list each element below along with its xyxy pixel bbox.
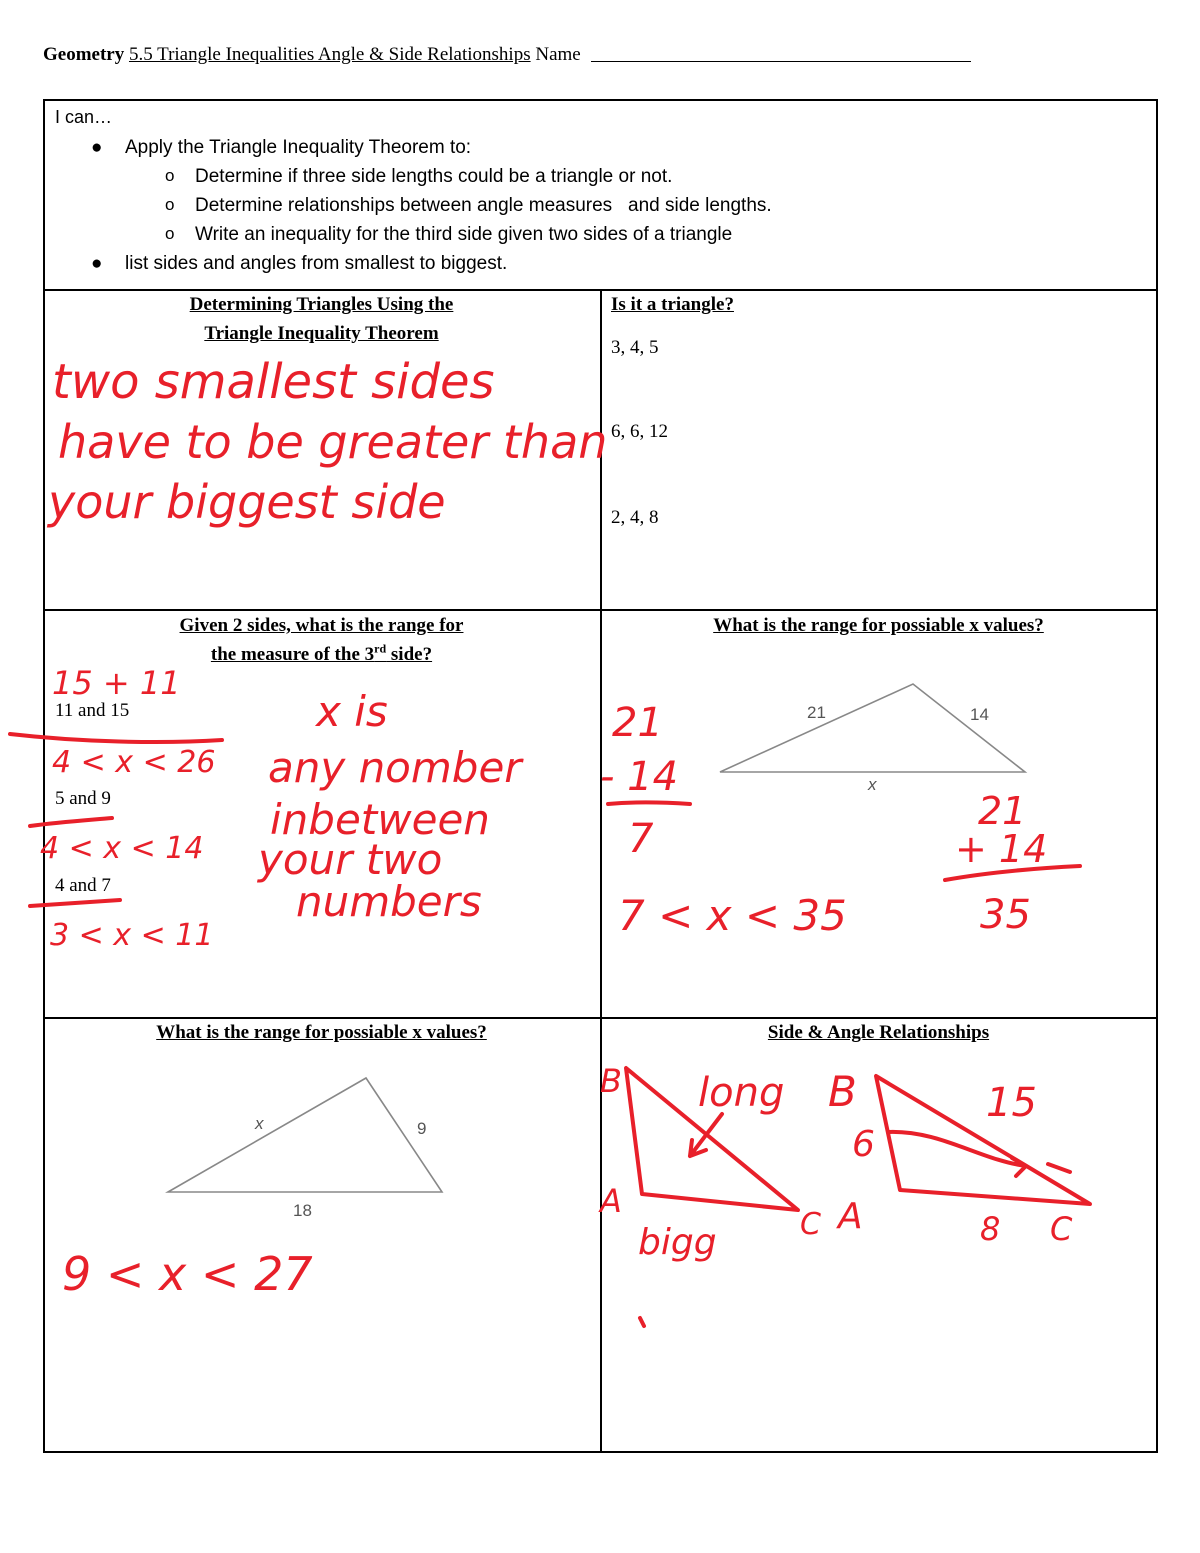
objective-subitem: o Determine relationships between angle measures and side lengths. [165,195,772,216]
handwriting-text: inbetween [270,795,490,844]
column-divider [600,291,602,1451]
worksheet-grid [43,289,1158,1453]
topic-title: 5.5 Triangle Inequalities Angle & Side Relationships [128,44,531,65]
handwriting-text: + 14 [955,827,1048,871]
is-triangle-title: Is it a triangle? [611,294,734,315]
handwriting-text: 15 [986,1080,1037,1126]
range-title-left: What is the range for possiable x values? [156,1022,487,1043]
handwriting-text: numbers [296,877,482,926]
side-set: 2, 4, 8 [611,507,659,528]
side-pair: 4 and 7 [55,875,111,896]
side-label: x [868,775,877,790]
handwriting-text: any nomber [268,743,522,792]
handwriting-text: 21 [612,700,663,746]
handwriting-text: long [698,1070,785,1116]
circle-bullet-icon: o [165,195,175,214]
vertex-label: C [800,1207,821,1242]
handwriting-text: 3 < x < 11 [50,918,214,953]
triangle-shape [720,684,1025,772]
name-field[interactable] [591,45,971,62]
handwriting-text: your two [258,835,443,884]
side-set: 3, 4, 5 [611,337,659,358]
objectives-intro: I can… [55,107,113,127]
handwriting-text: - 14 [600,754,679,800]
vertex-label: A [838,1196,863,1237]
side-label: 14 [970,705,989,724]
worksheet-header [43,44,1158,74]
handwriting-text: 4 < x < 26 [52,745,216,780]
range-title-right: What is the range for possiable x values? [713,615,1044,636]
handwriting-text: 4 < x < 14 [40,831,204,866]
handwriting-text: 6 [852,1124,875,1165]
handwriting-text: 15 + 11 [52,664,181,702]
vertex-label: A [600,1182,622,1220]
objective-item: ● list sides and angles from smallest to biggest. [91,253,508,274]
objective-item: ● Apply the Triangle Inequality Theorem to: [91,137,472,158]
side-pair: 11 and 15 [55,700,130,721]
circle-bullet-icon: o [165,224,175,243]
handwriting-text: x is [316,687,388,736]
vertex-label: C [1050,1210,1073,1248]
side-angle-title: Side & Angle Relationships [767,1022,990,1043]
handwriting-text: 35 [980,892,1031,938]
objective-subitem: o Determine if three side lengths could be a triangle or not. [165,166,673,187]
triangle-shape [168,1078,442,1192]
triangle-diagram-21-14 [715,680,1035,790]
vertex-label: B [600,1062,622,1100]
side-set: 6, 6, 12 [611,421,668,442]
handwriting-text: 21 [978,789,1027,833]
vertex-label: B [828,1067,857,1116]
objective-subitem: o Write an inequality for the third side given two sides of a triangle [165,224,733,245]
name-label: Name [535,44,581,65]
bullet-icon: ● [91,253,103,274]
handwriting-text: have to be greater than [58,415,608,469]
circle-bullet-icon: o [165,166,175,185]
handwriting-text: two smallest sides [52,354,495,410]
side-label: 9 [417,1119,427,1138]
side-label: 21 [807,703,826,722]
handwriting-text: 9 < x < 27 [62,1247,313,1301]
triangle-diagram-x-9-18 [160,1072,460,1222]
bullet-icon: ● [91,137,103,158]
side-pair: 5 and 9 [55,788,111,809]
handwriting-text: bigg [638,1222,717,1263]
side-label: x [255,1114,264,1133]
determining-triangles-title: Determining Triangles Using the Triangle Inequality Theorem [189,294,454,344]
given-two-sides-title: Given 2 sides, what is the range for the measure of the 3rd side? [179,615,464,665]
objectives-box [43,99,1158,291]
handwriting-text: 8 [980,1210,1001,1248]
handwriting-text: 7 < x < 35 [618,891,847,940]
side-label: 18 [293,1201,312,1220]
handwriting-text: your biggest side [48,475,446,529]
handwriting-text: 7 [628,816,654,862]
subject-label: Geometry [43,44,125,65]
